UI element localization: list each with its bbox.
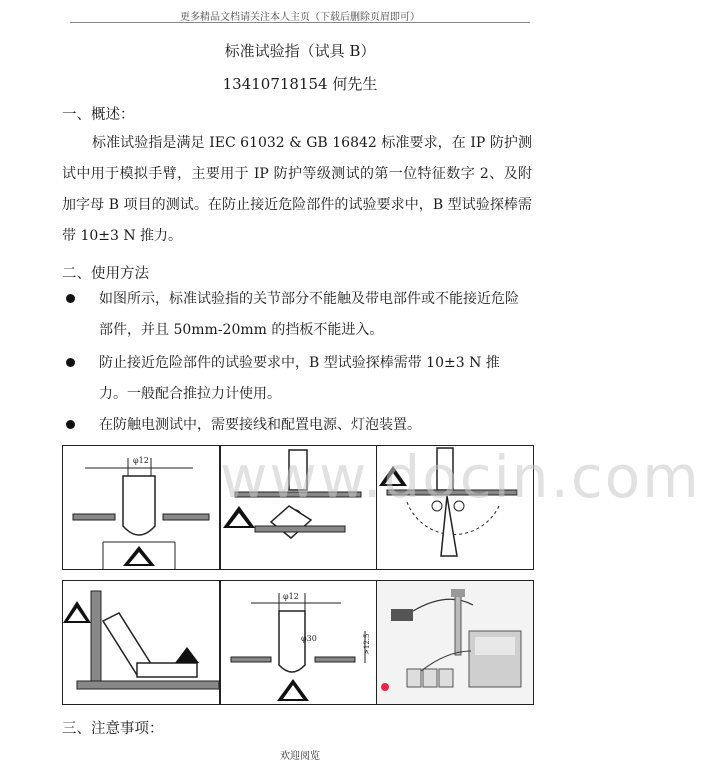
bullet-text: 如图所示，标准试验指的关节部分不能触及带电部件或不能接近危险部件，并且 50mm-20mm 的挡板不能进入。 (99, 291, 519, 338)
figure-probe-arc (376, 445, 534, 570)
figure-probe-opening (62, 445, 220, 570)
watermark-text: www.docin.com (220, 443, 701, 511)
page-header-note: 更多精品文档请关注本人主页（下载后删除页眉即可） (180, 12, 420, 23)
document-title: 标准试验指（试具 B） (224, 42, 376, 60)
diameter-label: φ12 (133, 456, 149, 465)
dimension-label: >12.5 (363, 633, 371, 655)
bullet-dot-icon (66, 294, 75, 303)
bullet-text: 防止接近危险部件的试验要求中，B 型试验探棒需带 10±3 N 推力。一般配合推拉力计使用。 (99, 355, 500, 402)
diameter-label: φ30 (301, 634, 317, 643)
page-footer: 欢迎阅览 (280, 751, 320, 762)
contact-line: 13410718154 何先生 (222, 75, 378, 93)
diameter-label: φ12 (283, 592, 299, 601)
bullet-dot-icon (66, 420, 75, 429)
section-1-heading: 一、概述： (62, 107, 135, 123)
figure-probe-gap (220, 445, 378, 570)
figure-probe-dimensions (220, 580, 378, 705)
section-2-heading: 二、使用方法 (62, 266, 149, 282)
bullet-item (66, 348, 526, 410)
bullet-text: 在防触电测试中，需要接线和配置电源、灯泡装置。 (99, 417, 421, 433)
figure-probe-angled (62, 580, 220, 705)
section-3-heading: 三、注意事项： (62, 721, 164, 737)
bullet-item (66, 284, 526, 346)
header-divider (70, 22, 530, 23)
bullet-dot-icon (66, 358, 75, 367)
bullet-item (66, 410, 526, 441)
section-1-body: 标准试验指是满足 IEC 61032 & GB 16842 标准要求，在 IP 防护测试中用于模拟手臂，主要用于 IP 防护等级测试的第一位特征数字 2、及附加字母 B 项目的测试。在防止接近危险部件的试验要求中，B 型试验探棒需带 10±3 N 推力。 (62, 135, 532, 244)
figure-test-kit-photo (376, 580, 534, 705)
